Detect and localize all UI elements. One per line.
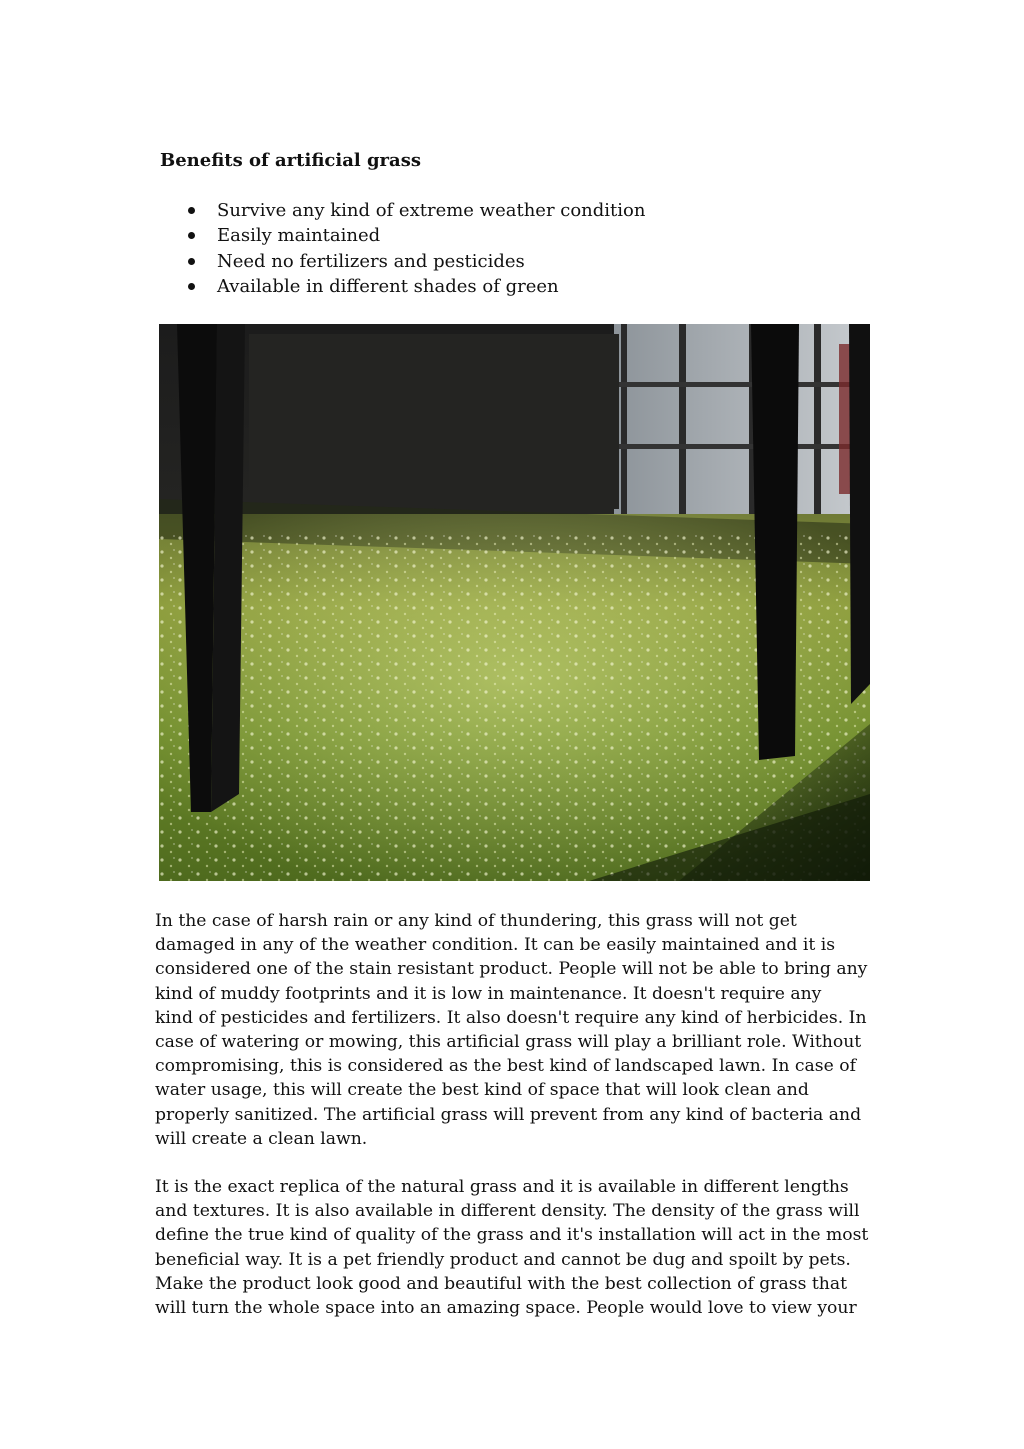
paragraph-line: define the true kind of quality of the grass and it's installation will act in the most <box>155 1225 869 1246</box>
grass-photo-illustration <box>159 324 870 881</box>
list-item <box>160 223 645 248</box>
paragraph-line: kind of pesticides and fertilizers. It also doesn't require any kind of herbicides. In <box>155 1007 867 1028</box>
paragraph-line: properly sanitized. The artificial grass will prevent from any kind of bacteria and <box>155 1104 862 1125</box>
paragraph-2 <box>155 1175 875 1320</box>
list-item-text: Survive any kind of extreme weather condition <box>217 200 646 221</box>
paragraph-line: damaged in any of the weather condition. It can be easily maintained and it is <box>155 935 836 956</box>
paragraph-line: case of watering or mowing, this artificial grass will play a brilliant role. Without <box>155 1032 862 1053</box>
paragraph-line: In the case of harsh rain or any kind of thundering, this grass will not get <box>155 911 797 931</box>
list-item-text: Easily maintained <box>217 225 381 247</box>
paragraph-1 <box>155 909 875 1151</box>
benefits-list <box>160 198 645 299</box>
bullet-icon <box>188 258 195 265</box>
bullet-icon <box>188 207 195 214</box>
paragraph-line: will create a clean lawn. <box>155 1128 368 1149</box>
paragraph-line: kind of muddy footprints and it is low in maintenance. It doesn't require any <box>155 983 822 1004</box>
list-item <box>160 274 645 299</box>
paragraph-line: It is the exact replica of the natural grass and it is available in different lengths <box>155 1177 849 1197</box>
paragraph-line: will turn the whole space into an amazing space. People would love to view your <box>155 1298 857 1319</box>
paragraph-line: considered one of the stain resistant product. People will not be able to bring any <box>155 959 868 980</box>
bullet-icon <box>188 232 195 239</box>
grass-photo <box>159 324 870 881</box>
list-item-text: Need no fertilizers and pesticides <box>217 250 525 272</box>
list-item <box>160 198 645 223</box>
list-item-text: Available in different shades of green <box>217 275 559 297</box>
paragraph-line: Make the product look good and beautiful with the best collection of grass that <box>155 1273 847 1294</box>
page-title: Benefits of artificial grass <box>160 150 421 171</box>
paragraph-line: water usage, this will create the best kind of space that will look clean and <box>155 1080 809 1101</box>
paragraph-line: compromising, this is considered as the best kind of landscaped lawn. In case of <box>155 1056 856 1077</box>
bullet-icon <box>188 283 195 290</box>
list-item <box>160 249 645 274</box>
paragraph-line: and textures. It is also available in different density. The density of the grass will <box>155 1201 860 1222</box>
paragraph-line: beneficial way. It is a pet friendly product and cannot be dug and spoilt by pets. <box>155 1249 851 1270</box>
